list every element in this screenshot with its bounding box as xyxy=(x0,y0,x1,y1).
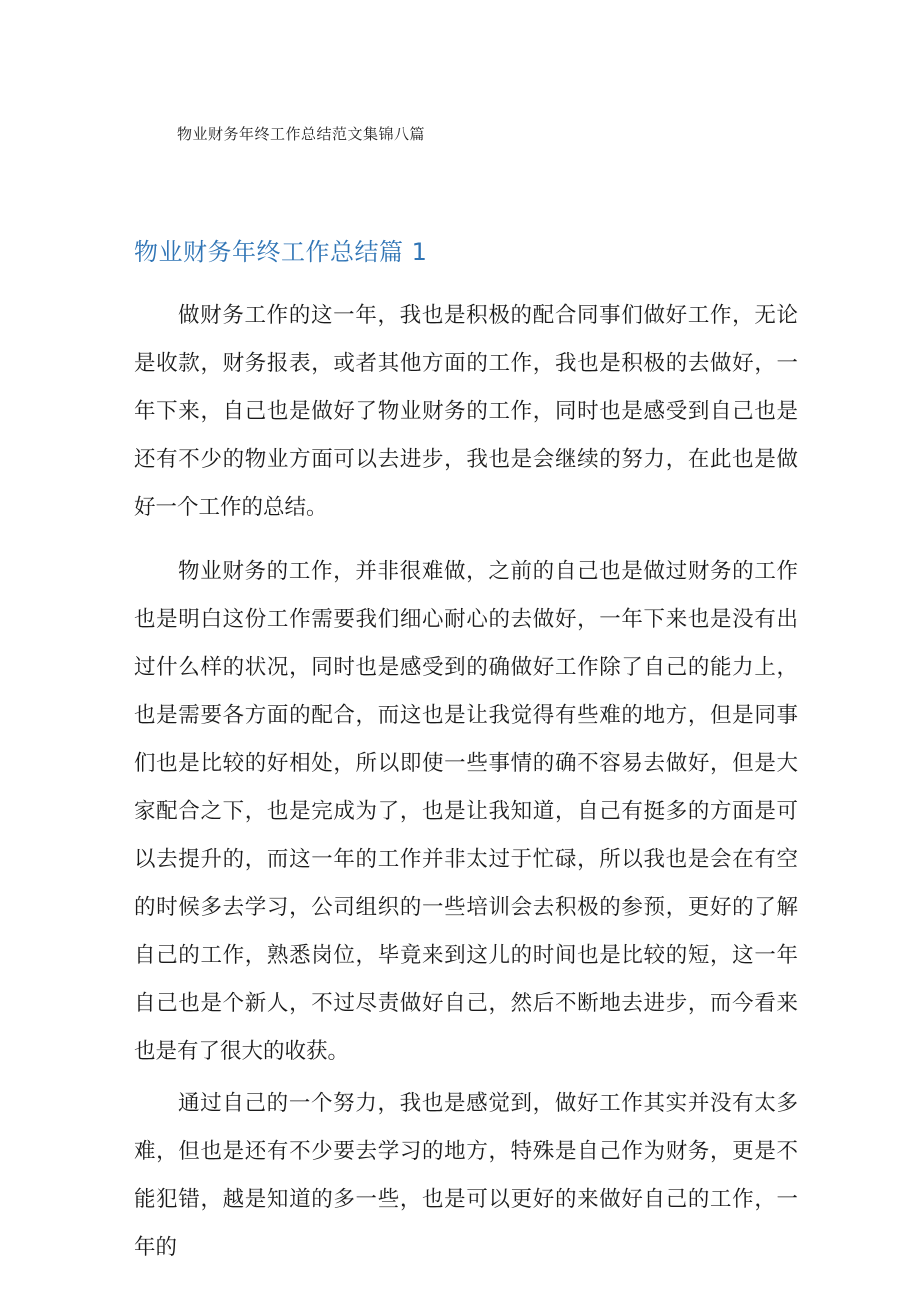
document-title: 物业财务年终工作总结范文集锦八篇 xyxy=(177,125,426,143)
paragraph-1: 做财务工作的这一年，我也是积极的配合同事们做好工作，无论是收款，财务报表，或者其他方面的工作，我也是积极的去做好，一年下来，自己也是做好了物业财务的工作，同时也是感受到自己也是还有不少的物业方面可以去进步，我也是会继续的努力，在此也是做好一个工作的总结。 xyxy=(134,303,798,520)
paragraph-2: 物业财务的工作，并非很难做，之前的自己也是做过财务的工作也是明白这份工作需要我们细心耐心的去做好，一年下来也是没有出过什么样的状况，同时也是感受到的确做好工作除了自己的能力上，也是需要各方面的配合，而这也是让我觉得有些难的地方，但是同事们也是比较的好相处，所以即使一些事情的确不容易去做好，但是大家配合之下，也是完成为了，也是让我知道，自己有挺多的方面是可以去提升的，而这一年的工作并非太过于忙碌，所以我也是会在有空的时候多去学习，公司组织的一些培训会去积极的参预，更好的了解自己的工作，熟悉岗位，毕竟来到这儿的时间也是比较的短，这一年自己也是个新人，不过尽责做好自己，然后不断地去进步，而今看来也是有了很大的收获。 xyxy=(134,559,798,1064)
paragraph-3: 通过自己的一个努力，我也是感觉到，做好工作其实并没有太多难，但也是还有不少要去学习的地方，特殊是自己作为财务，更是不能犯错，越是知道的多一些，也是可以更好的来做好自己的工作，一年的 xyxy=(134,1091,798,1260)
section-heading: 物业财务年终工作总结篇 1 xyxy=(134,238,428,266)
